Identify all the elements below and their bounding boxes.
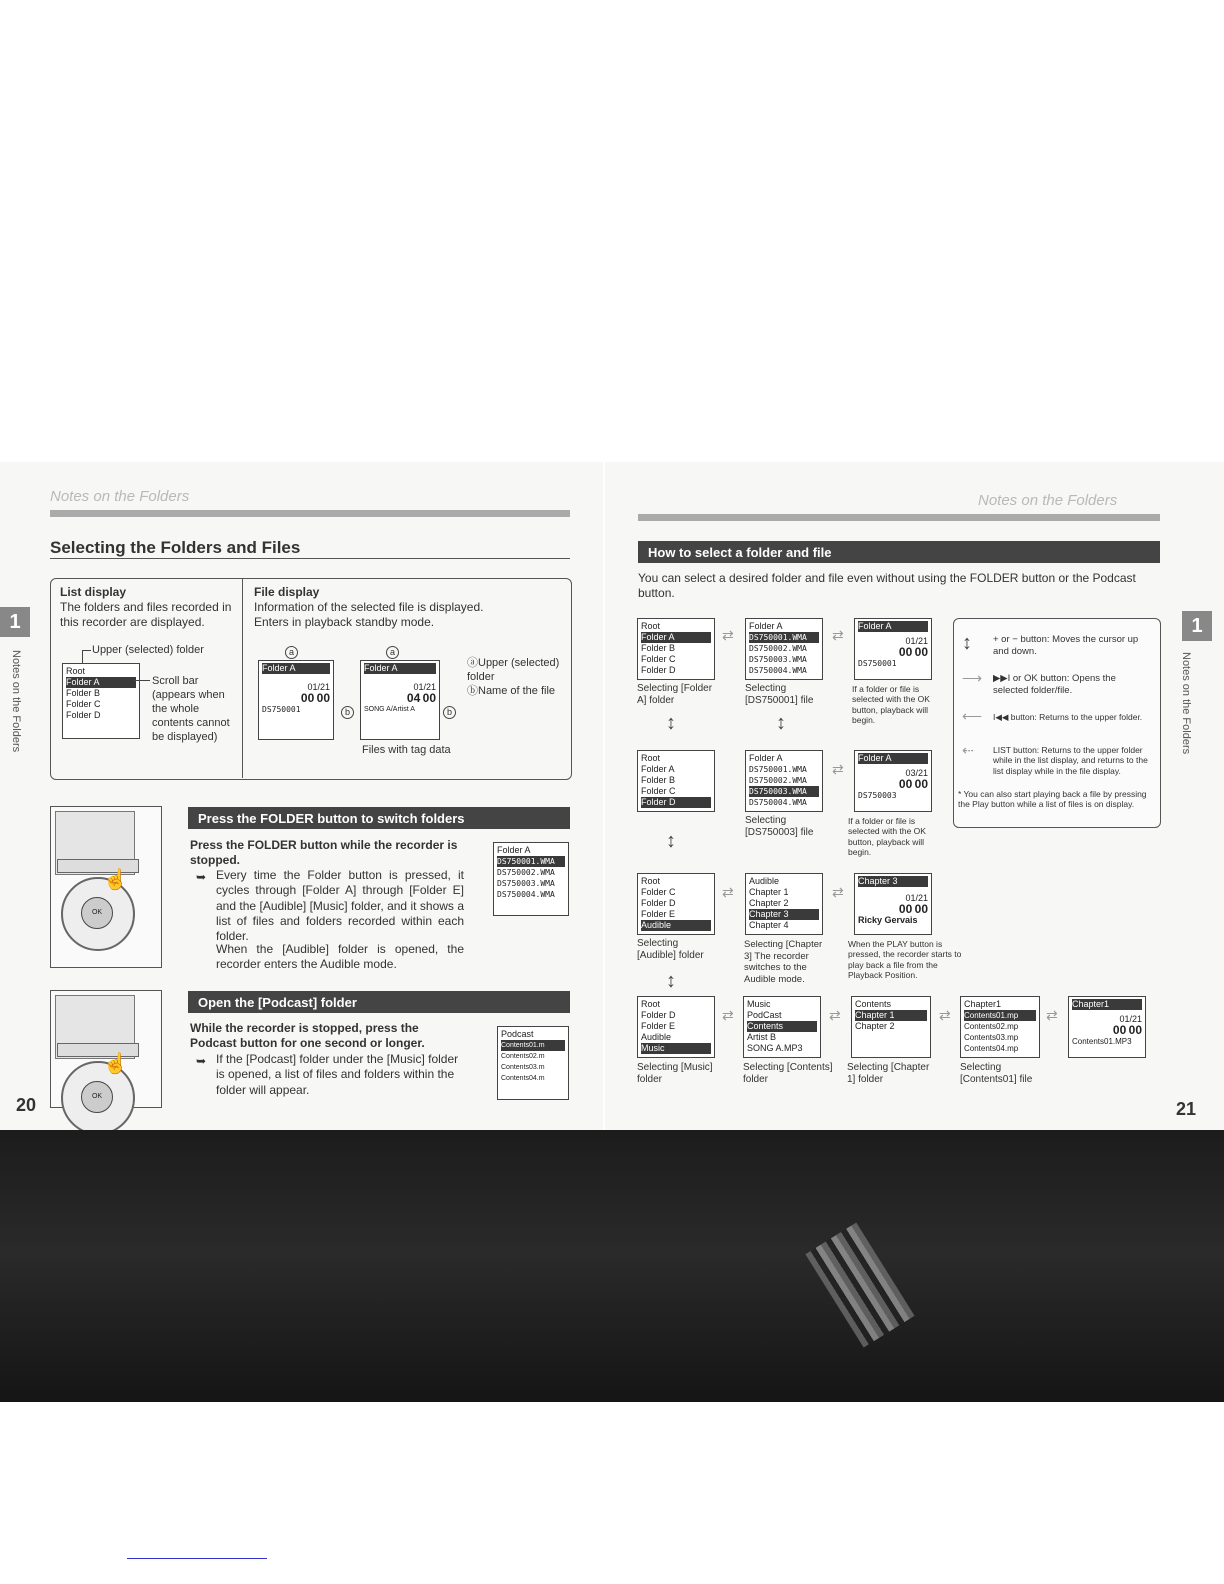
r3-list-screen bbox=[637, 873, 715, 935]
screen-row: Root bbox=[66, 666, 86, 676]
left-chapter-tab: 1 bbox=[0, 607, 30, 637]
screen-row: Audible bbox=[749, 876, 780, 886]
folder-screen bbox=[493, 842, 569, 916]
r2-list-screen bbox=[637, 750, 715, 812]
screen-row: Chapter 1 bbox=[749, 887, 789, 897]
screen-head: Chapter 3 bbox=[858, 876, 928, 887]
footer-underline bbox=[127, 1558, 267, 1559]
screen-row: Contents02.m bbox=[501, 1053, 545, 1060]
podcast-lead-text: While the recorder is stopped, press the Podcast button for one second or longer. bbox=[190, 1021, 425, 1051]
r4-play-screen bbox=[1068, 996, 1146, 1058]
screen-row: Folder A bbox=[66, 677, 136, 688]
screen-row: Folder E bbox=[641, 909, 676, 919]
screen-head: Folder A bbox=[749, 621, 783, 631]
screen-row: Root bbox=[641, 753, 661, 763]
screen-row: Root bbox=[641, 999, 661, 1009]
screen-counter: 01/21 bbox=[905, 893, 928, 903]
r4-arrow-pair-4: ⇄ bbox=[1046, 1007, 1058, 1023]
recorder-illustration-podcast bbox=[50, 990, 162, 1108]
r2-updown-arrow: ↕ bbox=[666, 830, 676, 852]
r4-arrow-pair-2: ⇄ bbox=[829, 1007, 841, 1023]
r1-caption-2: Selecting [DS750001] file bbox=[745, 683, 814, 706]
r1-files-screen bbox=[745, 618, 823, 680]
screen-row: Folder D bbox=[641, 797, 711, 808]
marker-a-1: a bbox=[285, 646, 298, 659]
r4-chapter-screen bbox=[960, 996, 1040, 1058]
r4-list-screen bbox=[637, 996, 715, 1058]
legend-note: * You can also start playing back a file by pressing the Play button while a list of files is on display. bbox=[958, 789, 1147, 810]
screen-row: PodCast bbox=[747, 1010, 782, 1020]
screen-row: DS750004.WMA bbox=[749, 666, 807, 675]
right-page-number: 21 bbox=[1176, 1099, 1197, 1119]
r1-play-screen bbox=[854, 618, 932, 680]
marker-a-2: a bbox=[386, 646, 399, 659]
r3-updown-arrow: ↕ bbox=[666, 970, 676, 992]
screen-counter: 01/21 bbox=[307, 682, 330, 692]
screen-head: Folder A bbox=[858, 753, 928, 764]
screen-filename: DS750003 bbox=[858, 791, 897, 800]
screen-row: Audible bbox=[641, 1032, 672, 1042]
screen-row: Chapter 3 bbox=[749, 909, 819, 920]
legend-item-3: I◀◀ button: Returns to the upper folder. bbox=[993, 712, 1143, 722]
screen-artist: Ricky Gervais bbox=[858, 915, 918, 925]
screen-row: Contents03.mp bbox=[964, 1033, 1019, 1042]
screen-row: Folder A bbox=[641, 764, 675, 774]
screen-row: Folder C bbox=[641, 654, 676, 664]
screen-row: Folder B bbox=[641, 775, 676, 785]
r4-caption-2: Selecting [Contents] folder bbox=[743, 1062, 833, 1085]
r3-play-screen bbox=[854, 873, 932, 935]
arrow-bullet-icon: ➥ bbox=[196, 870, 207, 884]
title-underline bbox=[50, 558, 570, 559]
left-page-number: 20 bbox=[16, 1095, 37, 1115]
scroll-bar-note: Scroll bar (appears when the whole contents cannot be displayed) bbox=[152, 675, 230, 744]
screen-row: Contents01.m bbox=[501, 1040, 565, 1051]
left-side-text: Notes on the Folders bbox=[10, 650, 22, 753]
screen-row: Chapter 1 bbox=[855, 1010, 927, 1021]
right-chapter-tab: 1 bbox=[1182, 611, 1212, 641]
folder-section-bar: Press the FOLDER button to switch folders bbox=[188, 807, 570, 829]
right-side-text: Notes on the Folders bbox=[1180, 652, 1192, 755]
screen-counter: 01/21 bbox=[1119, 1014, 1142, 1024]
screen-head: Chapter1 bbox=[1072, 999, 1142, 1010]
r4-music-screen bbox=[743, 996, 821, 1058]
note-upper-folder: ⓐUpper (selected) folder bbox=[467, 657, 560, 684]
r3-arrow-pair-1: ⇄ bbox=[722, 884, 734, 900]
file-display-screen bbox=[258, 660, 334, 740]
r4-arrow-pair-1: ⇄ bbox=[722, 1007, 734, 1023]
r1-updown-arrow-2: ↕ bbox=[776, 712, 786, 734]
screen-time: 00 00 bbox=[300, 693, 330, 704]
finger-press-icon: ☝ bbox=[103, 1053, 128, 1075]
right-header-rule bbox=[638, 514, 1160, 521]
screen-row: Contents03.m bbox=[501, 1064, 545, 1071]
folder-body-2: When the [Audible] folder is opened, the recorder enters the Audible mode. bbox=[216, 942, 464, 972]
screen-row: DS750002.WMA bbox=[497, 868, 555, 877]
screen-row: DS750002.WMA bbox=[749, 776, 807, 785]
screen-row: Folder A bbox=[641, 632, 711, 643]
screen-filename: DS750001 bbox=[858, 659, 897, 668]
note-file-name: ⓑName of the file bbox=[467, 685, 556, 697]
r4-caption-4: Selecting [Contents01] file bbox=[960, 1062, 1033, 1085]
file-display-body: Information of the selected file is displayed. Enters in playback standby mode. bbox=[254, 600, 484, 630]
list-display-heading: List display bbox=[60, 585, 127, 599]
screen-head: Folder A bbox=[262, 663, 330, 674]
screen-filename: DS750001 bbox=[262, 705, 301, 714]
screen-head: Podcast bbox=[501, 1029, 534, 1039]
screen-row: SONG A.MP3 bbox=[747, 1043, 803, 1053]
screen-row: Contents04.m bbox=[501, 1075, 545, 1082]
screen-row: Folder C bbox=[641, 887, 676, 897]
how-to-select-bar: How to select a folder and file bbox=[638, 541, 1160, 563]
screen-row: Folder C bbox=[66, 699, 101, 709]
legend-item-2: ▶▶I or OK button: Opens the selected folder/file. bbox=[993, 673, 1116, 696]
list-legend-icon: ⇠ bbox=[962, 742, 974, 758]
r1-caption-3: If a folder or file is selected with the OK button, playback will begin. bbox=[852, 684, 930, 726]
podcast-screen bbox=[497, 1026, 569, 1100]
display-divider bbox=[242, 579, 243, 778]
r2-play-screen bbox=[854, 750, 932, 812]
screen-head: Folder A bbox=[749, 753, 783, 763]
r4-caption-3: Selecting [Chapter 1] folder bbox=[847, 1062, 930, 1085]
screen-row: Artist B bbox=[747, 1032, 777, 1042]
r1-arrow-pair-1: ⇄ bbox=[722, 627, 734, 643]
tag-caption: Files with tag data bbox=[362, 744, 451, 756]
r2-arrow-pair: ⇄ bbox=[832, 761, 844, 777]
updown-legend-icon: ↕ bbox=[962, 632, 972, 654]
screen-row: Contents04.mp bbox=[964, 1044, 1019, 1053]
folder-body-1: Every time the Folder button is pressed, it cycles through [Folder A] through [Folder E] and the [Audible] [Music] folder, and it shows a list of files and folders recorded within each folder. bbox=[216, 868, 464, 944]
screen-row: DS750003.WMA bbox=[497, 879, 555, 888]
r3-caption-3: When the PLAY button is pressed, the recorder starts to play back a file from the Playback Position. bbox=[848, 939, 962, 981]
screen-row: Root bbox=[641, 621, 661, 631]
screen-time: 04 00 bbox=[406, 693, 436, 704]
screen-head: Folder A bbox=[364, 663, 436, 674]
screen-row: Chapter 2 bbox=[855, 1021, 895, 1031]
tag-file-screen bbox=[360, 660, 440, 740]
screen-row: DS750004.WMA bbox=[497, 890, 555, 899]
upper-folder-label: Upper (selected) folder bbox=[92, 644, 204, 656]
screen-row: DS750004.WMA bbox=[749, 798, 807, 807]
screen-row: Folder E bbox=[641, 1021, 676, 1031]
screen-row: Folder D bbox=[641, 1010, 676, 1020]
ok-button-icon: OK bbox=[81, 897, 113, 929]
screen-row: Folder D bbox=[641, 898, 676, 908]
screen-song: SONG A/Artist A bbox=[364, 706, 415, 713]
left-page-title: Selecting the Folders and Files bbox=[50, 538, 301, 557]
r4-contents-screen bbox=[851, 996, 931, 1058]
right-intro: You can select a desired folder and file even without using the FOLDER button or the Podcast button. bbox=[638, 571, 1136, 601]
r1-list-screen bbox=[637, 618, 715, 680]
r1-caption-1: Selecting [Folder A] folder bbox=[637, 683, 713, 706]
r3-caption-1: Selecting [Audible] folder bbox=[637, 938, 704, 961]
screen-time: 00 00 bbox=[898, 779, 928, 790]
legend-item-1: + or − button: Moves the cursor up and down. bbox=[993, 634, 1139, 657]
file-display-heading: File display bbox=[254, 585, 320, 599]
back-legend-icon: ⟵ bbox=[962, 708, 983, 724]
r3-caption-2: Selecting [Chapter 3] The recorder switches to the Audible mode. bbox=[744, 939, 823, 985]
r4-arrow-pair-3: ⇄ bbox=[939, 1007, 951, 1023]
screen-row: Contents bbox=[855, 999, 892, 1009]
left-running-head: Notes on the Folders bbox=[50, 488, 190, 505]
r2-caption-3: If a folder or file is selected with the OK button, playback will begin. bbox=[848, 816, 926, 858]
screen-row: Chapter 2 bbox=[749, 898, 789, 908]
screen-row: DS750002.WMA bbox=[749, 644, 807, 653]
marker-b-1: b bbox=[341, 706, 354, 719]
screen-row: Folder B bbox=[66, 688, 101, 698]
screen-row: DS750001.WMA bbox=[749, 632, 819, 643]
screen-row: Chapter 4 bbox=[749, 920, 789, 930]
screen-time: 00 00 bbox=[898, 904, 928, 915]
r4-caption-1: Selecting [Music] folder bbox=[637, 1062, 713, 1085]
screen-row: Contents01.mp bbox=[964, 1010, 1036, 1021]
r3-arrow-pair-2: ⇄ bbox=[832, 884, 844, 900]
screen-row: Folder D bbox=[66, 710, 101, 720]
screen-counter: 01/21 bbox=[905, 636, 928, 646]
screen-counter: 03/21 bbox=[905, 768, 928, 778]
r2-files-screen bbox=[745, 750, 823, 812]
screen-row: Root bbox=[641, 876, 661, 886]
screen-time: 00 00 bbox=[1112, 1025, 1142, 1036]
screen-row: Music bbox=[747, 999, 771, 1009]
scrollbar-leader bbox=[134, 680, 150, 681]
r3-chapters-screen bbox=[745, 873, 823, 935]
screen-counter: 01/21 bbox=[413, 682, 436, 692]
legend-item-4: LIST button: Returns to the upper folder while in the list display, and returns to the list display while in the file display. bbox=[993, 745, 1148, 776]
screen-row: DS750001.WMA bbox=[749, 765, 807, 774]
screen-row: Contents02.mp bbox=[964, 1022, 1019, 1031]
forward-legend-icon: ⟶ bbox=[962, 670, 983, 686]
screen-row: Music bbox=[641, 1043, 711, 1054]
screen-filename: Contents01.MP3 bbox=[1072, 1037, 1132, 1046]
list-display-screen bbox=[62, 663, 140, 739]
screen-row: Folder C bbox=[641, 786, 676, 796]
photo-background-band bbox=[0, 1130, 1224, 1402]
podcast-body: If the [Podcast] folder under the [Music] folder is opened, a list of files and folders within the folder will appear. bbox=[216, 1052, 459, 1097]
screen-row: DS750001.WMA bbox=[497, 856, 565, 867]
screen-time: 00 00 bbox=[898, 647, 928, 658]
screen-head: Folder A bbox=[858, 621, 928, 632]
arrow-bullet-icon: ➥ bbox=[196, 1054, 207, 1068]
podcast-section-bar: Open the [Podcast] folder bbox=[188, 991, 570, 1013]
screen-row: DS750003.WMA bbox=[749, 655, 807, 664]
screen-row: Contents bbox=[747, 1021, 817, 1032]
r1-updown-arrow-1: ↕ bbox=[666, 712, 676, 734]
finger-press-icon: ☝ bbox=[103, 869, 128, 891]
marker-b-2: b bbox=[443, 706, 456, 719]
list-display-body: The folders and files recorded in this recorder are displayed. bbox=[60, 600, 232, 630]
ok-button-icon: OK bbox=[81, 1081, 113, 1113]
right-running-head: Notes on the Folders bbox=[978, 492, 1118, 509]
screen-row: Chapter1 bbox=[964, 999, 1002, 1009]
r2-caption-2: Selecting [DS750003] file bbox=[745, 815, 814, 838]
screen-row: Folder D bbox=[641, 665, 676, 675]
screen-row: DS750003.WMA bbox=[749, 786, 819, 797]
folder-lead-text: Press the FOLDER button while the recorder is stopped. bbox=[190, 838, 458, 868]
recorder-illustration-folder bbox=[50, 806, 162, 968]
screen-row: Audible bbox=[641, 920, 711, 931]
r1-arrow-pair-2: ⇄ bbox=[832, 627, 844, 643]
left-header-rule bbox=[50, 510, 570, 517]
screen-head: Folder A bbox=[497, 845, 531, 855]
screen-row: Folder B bbox=[641, 643, 676, 653]
